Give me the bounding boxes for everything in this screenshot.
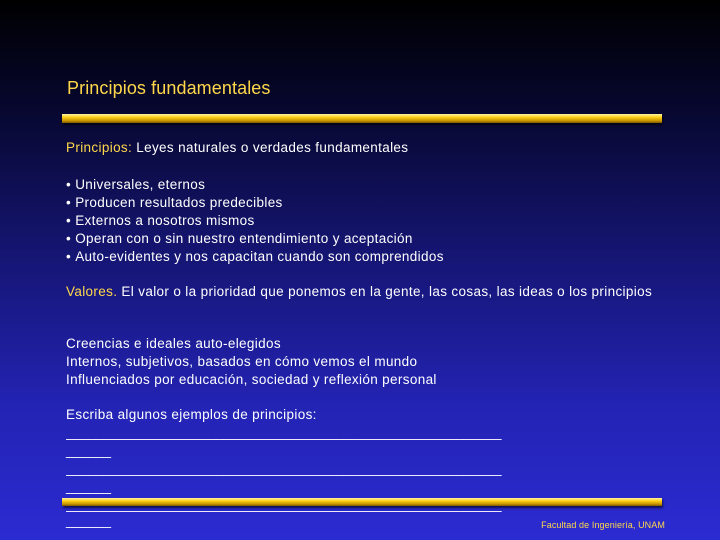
bullet-item: • Producen resultados predecibles bbox=[66, 194, 444, 212]
answer-line-continued: ______ bbox=[66, 443, 112, 458]
exercise-prompt: Escriba algunos ejemplos de principios: bbox=[66, 407, 317, 422]
principios-text: Leyes naturales o verdades fundamentales bbox=[132, 140, 409, 155]
creencias-line: Creencias e ideales auto-elegidos bbox=[66, 336, 281, 351]
answer-line: __________________________________________________________ bbox=[66, 461, 502, 476]
principios-definition bbox=[66, 139, 408, 157]
slide-title: Principios fundamentales bbox=[67, 78, 271, 98]
creencias-line: Internos, subjetivos, basados en cómo vemos el mundo bbox=[66, 354, 418, 369]
bullet-item: • Externos a nosotros mismos bbox=[66, 212, 444, 230]
principios-bullet-list bbox=[66, 176, 444, 266]
valores-text: El valor o la prioridad que ponemos en la gente, las cosas, las ideas o los principios bbox=[117, 284, 653, 299]
bullet-item: • Universales, eternos bbox=[66, 176, 444, 194]
answer-line: __________________________________________________________ bbox=[66, 425, 502, 440]
title-underline-bar bbox=[62, 114, 662, 123]
creencias-line: Influenciados por educación, sociedad y reflexión personal bbox=[66, 372, 437, 387]
answer-line: __________________________________________________________ bbox=[66, 497, 502, 512]
footer-institution: Facultad de Ingeniería, UNAM bbox=[541, 520, 665, 530]
answer-line-continued: ______ bbox=[66, 513, 112, 528]
creencias-list bbox=[66, 335, 437, 389]
bullet-item: • Operan con o sin nuestro entendimiento y aceptación bbox=[66, 230, 444, 248]
valores-definition bbox=[66, 284, 666, 300]
principios-label: Principios: bbox=[66, 140, 133, 155]
answer-line-continued: ______ bbox=[66, 479, 112, 494]
valores-label: Valores. bbox=[66, 284, 118, 299]
bullet-item: • Auto-evidentes y nos capacitan cuando son comprendidos bbox=[66, 248, 444, 266]
